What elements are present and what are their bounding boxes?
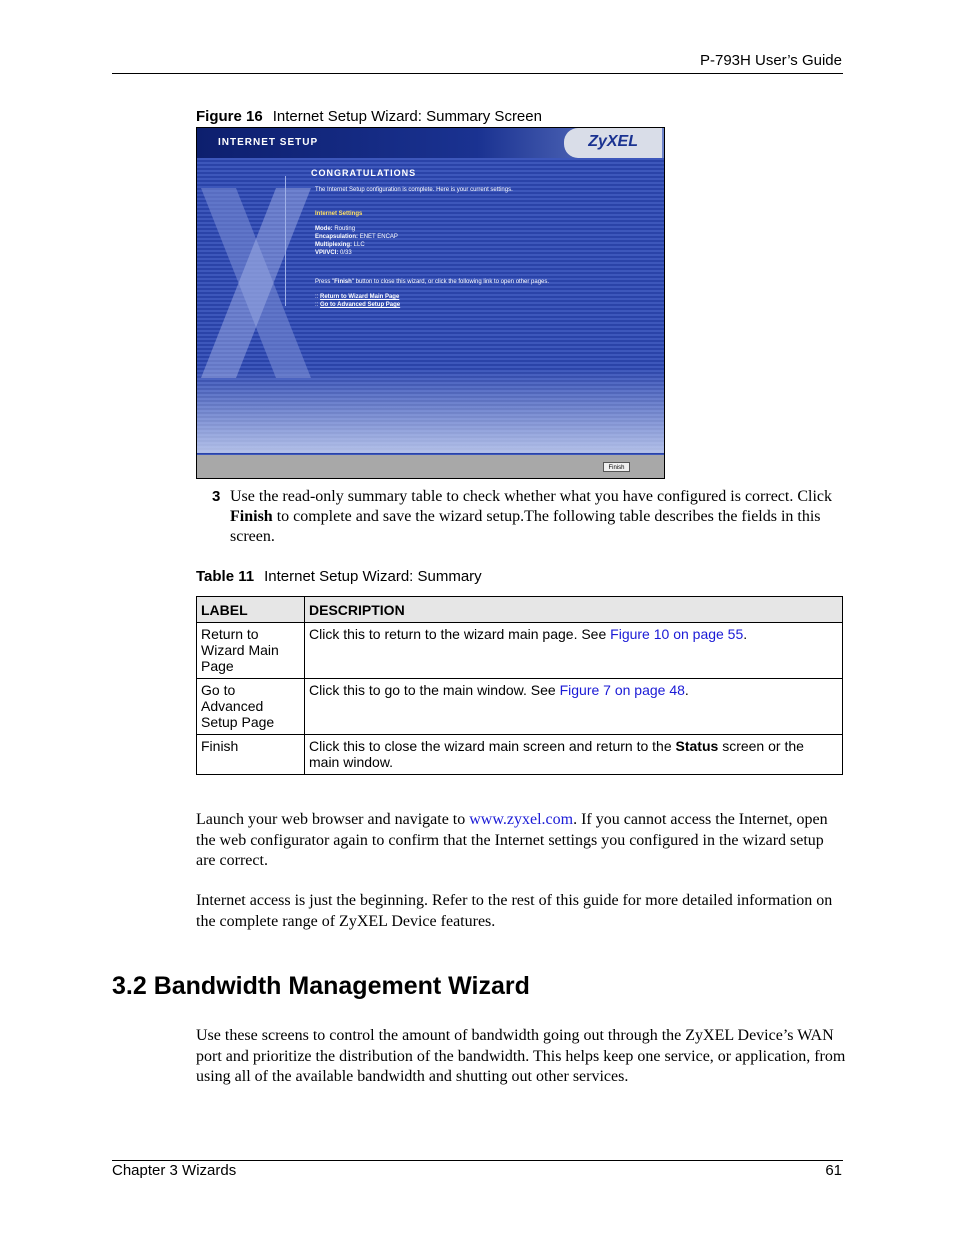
screen-footer-bar — [197, 455, 664, 478]
description-text: Click this to return to the wizard main page. See — [309, 626, 611, 642]
row-label: Go to Advanced Setup Page — [197, 679, 305, 735]
setting-mode — [315, 226, 355, 232]
row-description — [305, 679, 843, 735]
table-row — [197, 735, 843, 775]
paragraph-text: Launch your web browser and navigate to — [196, 811, 470, 828]
link-advanced-setup[interactable]: :: Go to Advanced Setup Page — [315, 302, 401, 308]
figure-caption — [196, 108, 542, 125]
setting-label: Mode: — [315, 226, 333, 232]
screen-header-bar — [197, 128, 664, 158]
paragraph-internet-access: Internet access is just the beginning. Refer to the rest of this guide for more detailed information on the complete range of ZyXEL Device features. — [196, 892, 833, 930]
paragraph-launch-browser — [196, 810, 846, 872]
setting-value: Routing — [334, 226, 356, 232]
step-text — [230, 487, 852, 547]
link-return-to-wizard[interactable]: :: Return to Wizard Main Page — [315, 294, 400, 300]
description-text: . — [684, 682, 689, 698]
column-header-label: LABEL — [197, 597, 305, 623]
cross-reference-link[interactable]: Figure 10 on page 55 — [610, 626, 744, 642]
zyxel-logo: ZyXEL — [588, 133, 638, 150]
wizard-screenshot — [196, 127, 665, 479]
description-text: . — [743, 626, 748, 642]
figure-label: Figure 16 — [196, 108, 263, 125]
zyxel-website-link[interactable]: www.zyxel.com — [469, 811, 574, 828]
description-text: screen or the main window. — [309, 738, 804, 770]
table-row — [197, 679, 843, 735]
step-text-part: to complete and save the wizard setup.The following table describes the fields in this screen. — [230, 508, 821, 545]
link-text[interactable]: Go to Advanced Setup Page — [320, 302, 401, 308]
screen-title: INTERNET SETUP — [218, 137, 319, 148]
running-header: P-793H User’s Guide — [699, 52, 842, 69]
step-3 — [212, 487, 852, 547]
intro-text: The Internet Setup configuration is complete. Here is your current settings. — [315, 187, 513, 193]
setting-value: ENET ENCAP — [359, 234, 398, 240]
logo-badge — [564, 128, 662, 158]
row-label: Return to Wizard Main Page — [197, 623, 305, 679]
table-caption — [196, 568, 482, 585]
row-description — [305, 623, 843, 679]
header-rule — [112, 73, 843, 74]
figure-caption-text: Internet Setup Wizard: Summary Screen — [272, 108, 542, 125]
setting-label: Multiplexing: — [315, 242, 352, 248]
table-header-row — [197, 597, 843, 623]
instruction-post: " button to close this wizard, or click the following link to open other pages. — [351, 279, 550, 285]
cross-reference-link[interactable]: Figure 7 on page 48 — [559, 682, 685, 698]
table-label: Table 11 — [196, 568, 255, 585]
setting-value: 0/33 — [340, 250, 352, 256]
setting-encapsulation — [315, 234, 398, 240]
page-number: 61 — [825, 1162, 842, 1179]
table-row — [197, 623, 843, 679]
internet-settings-heading: Internet Settings — [315, 211, 363, 217]
screen-body-gradient — [197, 368, 664, 453]
paragraph-bandwidth-intro: Use these screens to control the amount of bandwidth going out through the ZyXEL Device’s WAN port and prioritize the distribution of the bandwidth. This helps keep one service, or application, from using all of the available bandwidth and shutting out other services. — [196, 1027, 846, 1085]
description-text: Click this to close the wizard main screen and return to the — [309, 738, 676, 754]
section-heading: 3.2 Bandwidth Management Wizard — [112, 972, 530, 1000]
row-label: Finish — [197, 735, 305, 775]
table-caption-text: Internet Setup Wizard: Summary — [264, 568, 482, 585]
instruction-text — [315, 279, 549, 285]
step-number: 3 — [212, 488, 221, 505]
description-text: Click this to go to the main window. See — [309, 682, 560, 698]
step-text-part: Use the read-only summary table to check whether what you have configured is correct. Click — [230, 488, 833, 505]
instruction-pre: Press " — [315, 279, 335, 285]
setting-label: VPI/VCI: — [315, 250, 339, 256]
setting-label: Encapsulation: — [315, 234, 359, 240]
summary-table — [196, 596, 843, 775]
setting-value: LLC — [353, 242, 365, 248]
footer-rule — [112, 1160, 843, 1161]
setting-multiplexing — [315, 242, 365, 248]
watermark-x-graphic — [196, 188, 311, 378]
finish-button[interactable]: Finish — [603, 462, 630, 472]
row-description — [305, 735, 843, 775]
description-bold: Status — [675, 738, 719, 754]
step-text-bold: Finish — [230, 508, 273, 525]
footer-chapter: Chapter 3 Wizards — [112, 1162, 237, 1179]
screen-divider — [285, 176, 286, 306]
column-header-description: DESCRIPTION — [305, 597, 843, 623]
link-text[interactable]: Return to Wizard Main Page — [320, 294, 400, 300]
instruction-bold: Finish — [334, 279, 352, 285]
paragraph-text: . If you cannot access the Internet, open the web configurator again to confirm that the Internet settings you configured in the wizard setup are correct. — [196, 811, 828, 869]
setting-vpi-vci — [315, 250, 352, 256]
congratulations-heading: CONGRATULATIONS — [311, 168, 417, 178]
